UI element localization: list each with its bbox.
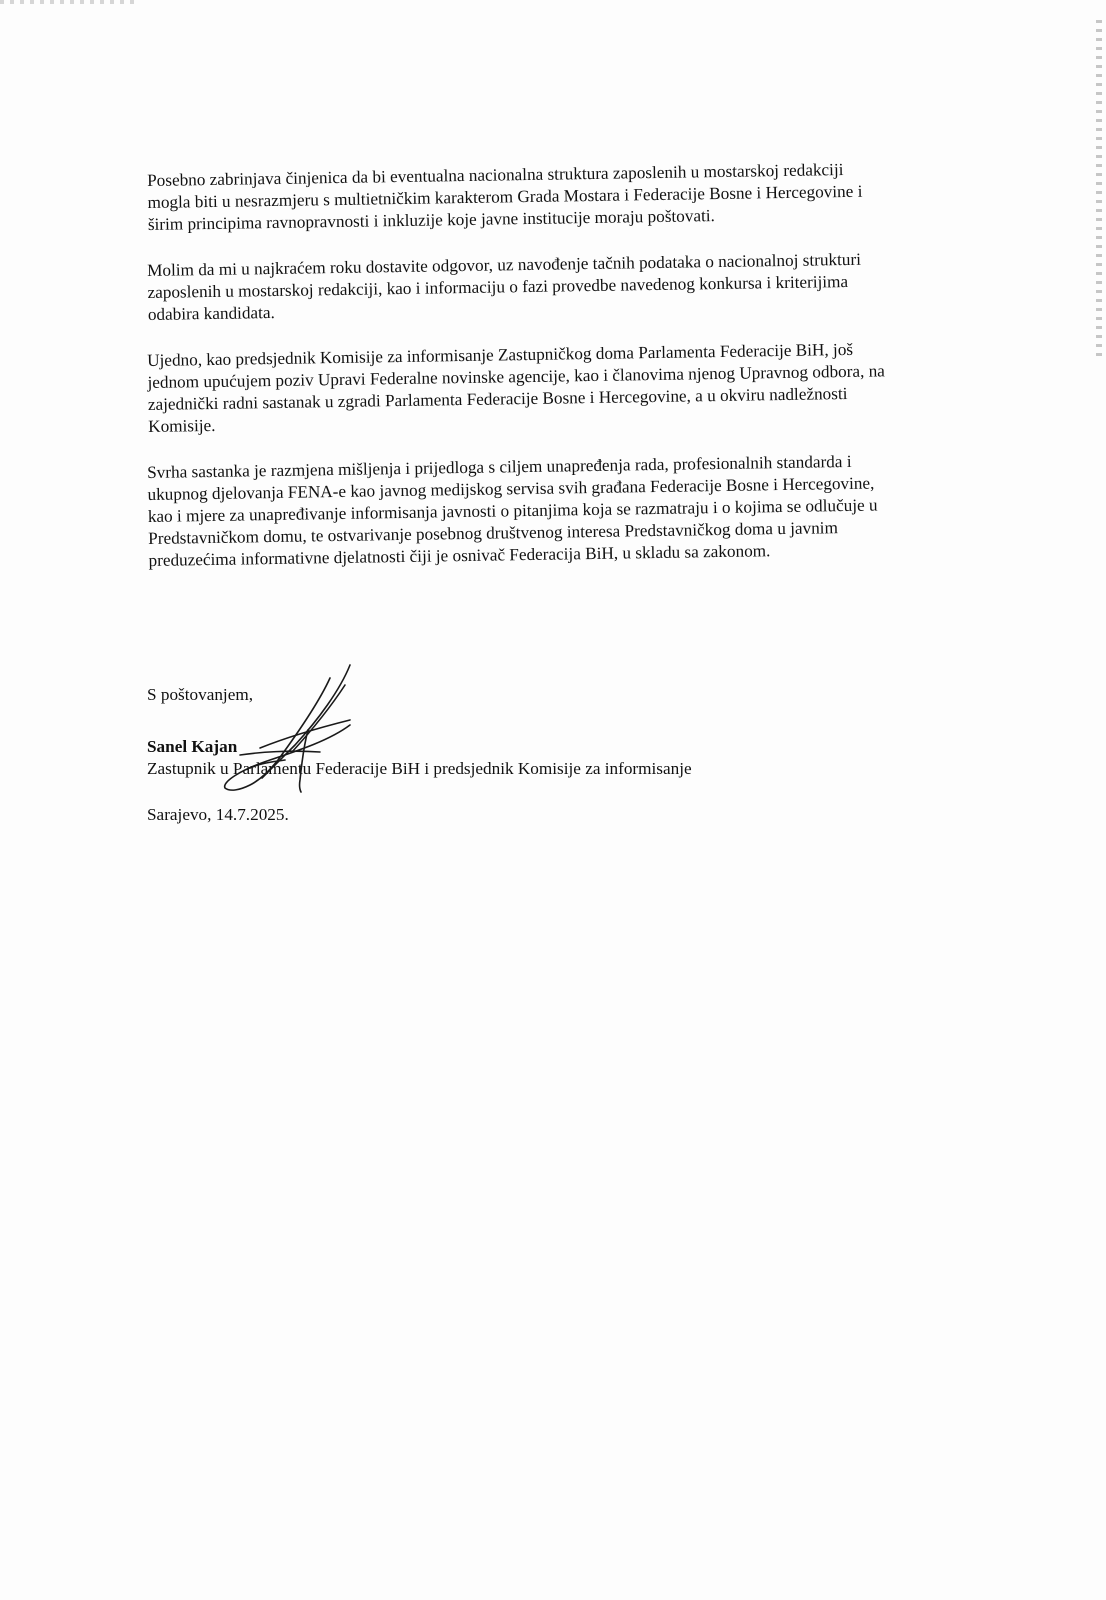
closing-greeting: S poštovanjem,	[147, 685, 253, 704]
signer-name: Sanel Kajan	[147, 737, 238, 756]
signer-role: Zastupnik u Parlamentu Federacije BiH i predsjednik Komisije za informisanje	[147, 759, 692, 778]
paragraph-concern: Posebno zabrinjava činjenica da bi eventualna nacionalna struktura zaposlenih u mostarskoj redakciji mogla biti u nesrazmjeru s multietničkim karakterom Grada Mostara i Federacije Bosne i Hercegovine i širim principima ravnopravnosti i inkluzije koje javne institucije moraju poštovati.	[147, 160, 863, 234]
place-date: Sarajevo, 14.7.2025.	[147, 805, 289, 824]
scan-artifact-right	[1096, 20, 1102, 360]
scan-artifact-top	[0, 0, 140, 4]
letter-body	[147, 160, 887, 596]
paragraph-purpose: Svrha sastanka je razmjena mišljenja i prijedloga s ciljem unapređenja rada, profesionalnih standarda i ukupnog djelovanja FENA-e kao javnog medijskog servisa svih građana Federacije Bosne i Hercegovine, kao i mjere za unapređivanje informisanja javnosti o pitanjima koja se razmatraju i o kojima se odlučuje u Predstavničkom domu, te ostvarivanje posebnog društvenog interesa Predstavničkog doma u javnim preduzećima informativne djelatnosti čiji je osnivač Federacija BiH, u skladu sa zakonom.	[147, 451, 878, 570]
paragraph-invitation: Ujedno, kao predsjednik Komisije za informisanje Zastupničkog doma Parlamenta Federacije BiH, još jednom upućujem poziv Upravi Federalne novinske agencije, kao i članovima njenog Upravnog odbora, na zajednički radni sastanak u zgradi Parlamenta Federacije Bosne i Hercegovine, a u okviru nadležnosti Komisije.	[147, 339, 885, 436]
paragraph-request: Molim da mi u najkraćem roku dostavite odgovor, uz navođenje tačnih podataka o nacionalnoj strukturi zaposlenih u mostarskoj redakciji, kao i informaciju o fazi provedbe navedenog konkursa i kriterijima odabira kandidata.	[147, 249, 862, 324]
letter-closing	[147, 684, 887, 826]
